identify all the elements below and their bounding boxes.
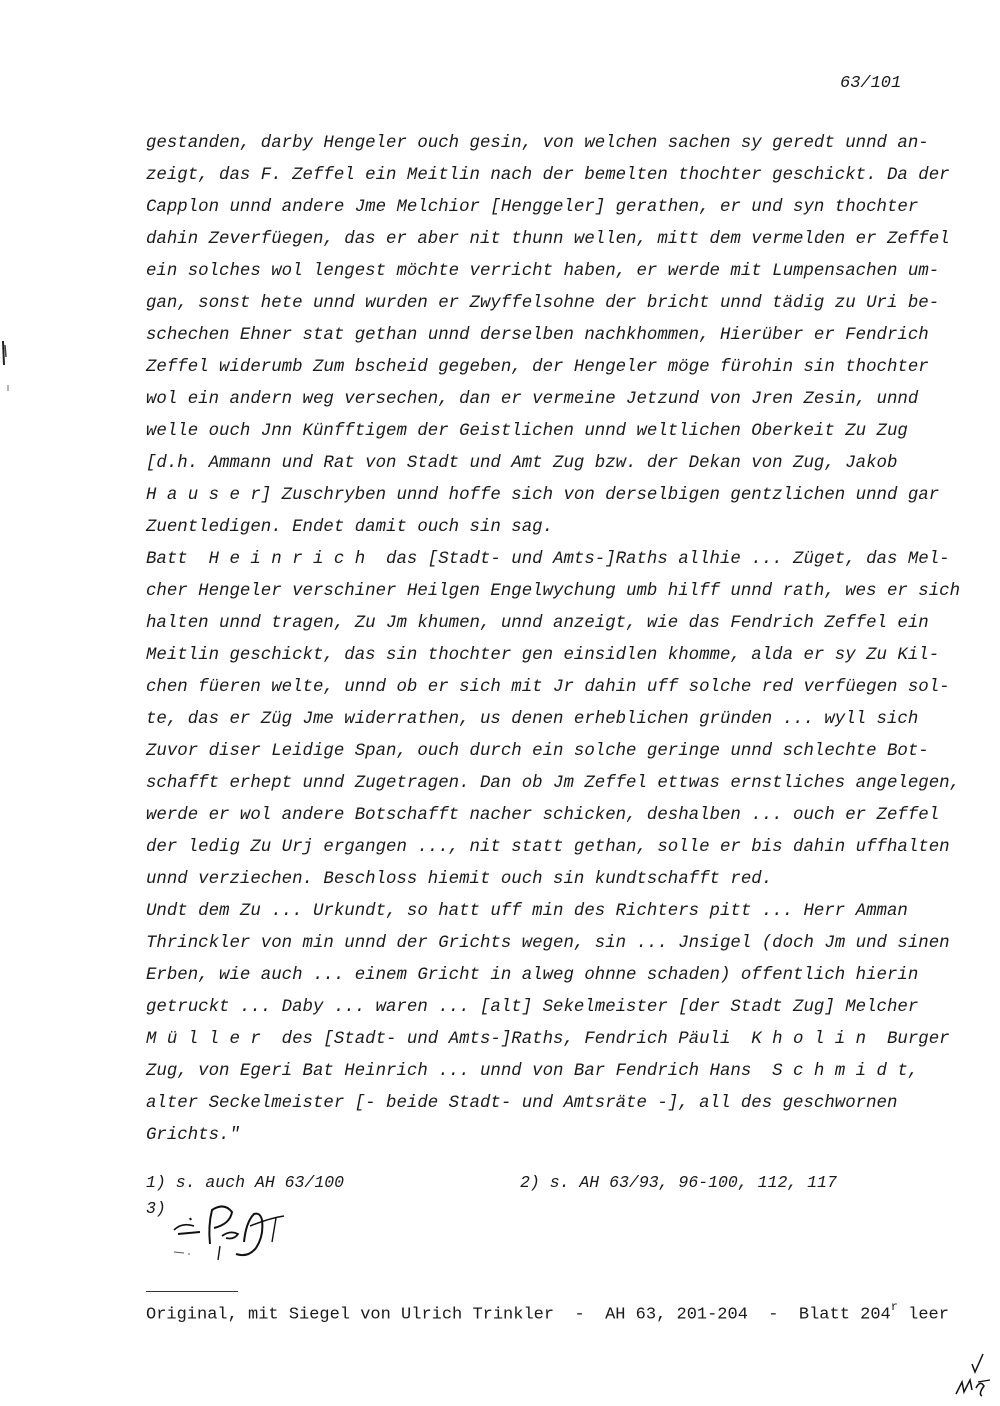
text-line: Thrinckler von min unnd der Grichts wegen, sin ... Jnsigel (doch Jm und sinen — [146, 934, 950, 953]
handwritten-signature — [160, 1196, 290, 1268]
footnote-row — [146, 1170, 946, 1196]
text-line: [d.h. Ammann und Rat von Stadt und Amt Zug bzw. der Dekan von Zug, Jakob — [146, 454, 898, 473]
binding-edge-marks — [0, 325, 14, 415]
archivist-initials-mark — [950, 1350, 995, 1400]
text-line: alter Seckelmeister [- beide Stadt- und Amtsräte -], all des geschwornen — [146, 1094, 898, 1113]
text-line: unnd verziechen. Beschloss hiemit ouch sin kundtschafft red. — [146, 870, 773, 889]
text-line: Zuvor diser Leidige Span, ouch durch ein solche geringe unnd schlechte Bot- — [146, 742, 929, 761]
text-line: M ü l l e r des [Stadt- und Amts-]Raths, Fendrich Päuli K h o l i n Burger — [146, 1030, 950, 1049]
text-line: Meitlin geschickt, das sin thochter gen einsidlen khomme, alda er sy Zu Kil- — [146, 646, 940, 665]
text-line: Undt dem Zu ... Urkundt, so hatt uff min des Richters pitt ... Herr Amman — [146, 902, 908, 921]
text-line: Capplon unnd andere Jme Melchior [Henggeler] gerathen, er und syn thochter — [146, 198, 919, 217]
archive-note-tail: leer — [897, 1305, 949, 1325]
text-line: schafft erhept unnd Zugetragen. Dan ob Jm Zeffel ettwas ernstliches angelegen, — [146, 774, 961, 793]
archive-note-text: Original, mit Siegel von Ulrich Trinkler - AH 63, 201-204 - Blatt 204 — [146, 1305, 891, 1325]
text-line: welle ouch Jnn Künfftigem der Geistlichen unnd weltlichen Oberkeit Zu Zug — [146, 422, 908, 441]
text-line: getruckt ... Daby ... waren ... [alt] Sekelmeister [der Stadt Zug] Melcher — [146, 998, 919, 1017]
text-line: schechen Ehner stat gethan unnd derselben nachkhommen, Hierüber er Fendrich — [146, 326, 929, 345]
archive-note — [146, 1302, 949, 1325]
footnote-rule — [146, 1291, 238, 1292]
text-line: der ledig Zu Urj ergangen ..., nit statt gethan, solle er bis dahin uffhalten — [146, 838, 950, 857]
footnote-3: 3) — [146, 1199, 166, 1218]
text-line: wol ein andern weg versechen, dan er vermeine Jetzund von Jren Zesin, unnd — [146, 390, 919, 409]
text-line: Zug, von Egeri Bat Heinrich ... unnd von Bar Fendrich Hans S c h m i d t, — [146, 1062, 919, 1081]
page-number: 63/101 — [840, 74, 902, 93]
text-line: zeigt, das F. Zeffel ein Meitlin nach der bemelten thochter geschickt. Da der — [146, 166, 950, 185]
text-line: cher Hengeler verschiner Heilgen Engelwychung umb hilff unnd rath, wes er sich — [146, 582, 961, 601]
recto-superscript: r — [890, 1300, 898, 1314]
text-line: H a u s e r] Zuschryben unnd hoffe sich von derselbigen gentzlichen unnd gar — [146, 486, 940, 505]
text-line: te, das er Züg Jme widerrathen, us denen erheblichen gründen ... wyll sich — [146, 710, 919, 729]
text-line: chen füeren welte, unnd ob er sich mit Jr dahin uff solche red verfüegen sol- — [146, 678, 950, 697]
footnote-2: 2) s. AH 63/93, 96-100, 112, 117 — [520, 1173, 837, 1192]
text-line: Grichts." — [146, 1126, 240, 1145]
text-line: ein solches wol lengest möchte verricht haben, er werde mit Lumpensachen um- — [146, 262, 940, 281]
text-line: Zeffel widerumb Zum bscheid gegeben, der Hengeler möge fürohin sin thochter — [146, 358, 929, 377]
text-line: werde er wol andere Botschafft nacher schicken, deshalben ... ouch er Zeffel — [146, 806, 940, 825]
body-text — [146, 128, 961, 1152]
text-line: gestanden, darby Hengeler ouch gesin, von welchen sachen sy geredt unnd an- — [146, 134, 929, 153]
text-line: Zuentledigen. Endet damit ouch sin sag. — [146, 518, 554, 537]
text-line: dahin Zeverfüegen, das er aber nit thunn wellen, mitt dem vermelden er Zeffel — [146, 230, 950, 249]
text-line: halten unnd tragen, Zu Jm khumen, unnd anzeigt, wie das Fendrich Zeffel ein — [146, 614, 929, 633]
footnote-1: 1) s. auch AH 63/100 — [146, 1173, 345, 1192]
text-line: Batt H e i n r i c h das [Stadt- und Amts-]Raths allhie ... Züget, das Mel- — [146, 550, 950, 569]
text-line: Erben, wie auch ... einem Gricht in alweg ohnne schaden) offentlich hierin — [146, 966, 919, 985]
text-line: gan, sonst hete unnd wurden er Zwyffelsohne der bricht unnd tädig zu Uri be- — [146, 294, 940, 313]
